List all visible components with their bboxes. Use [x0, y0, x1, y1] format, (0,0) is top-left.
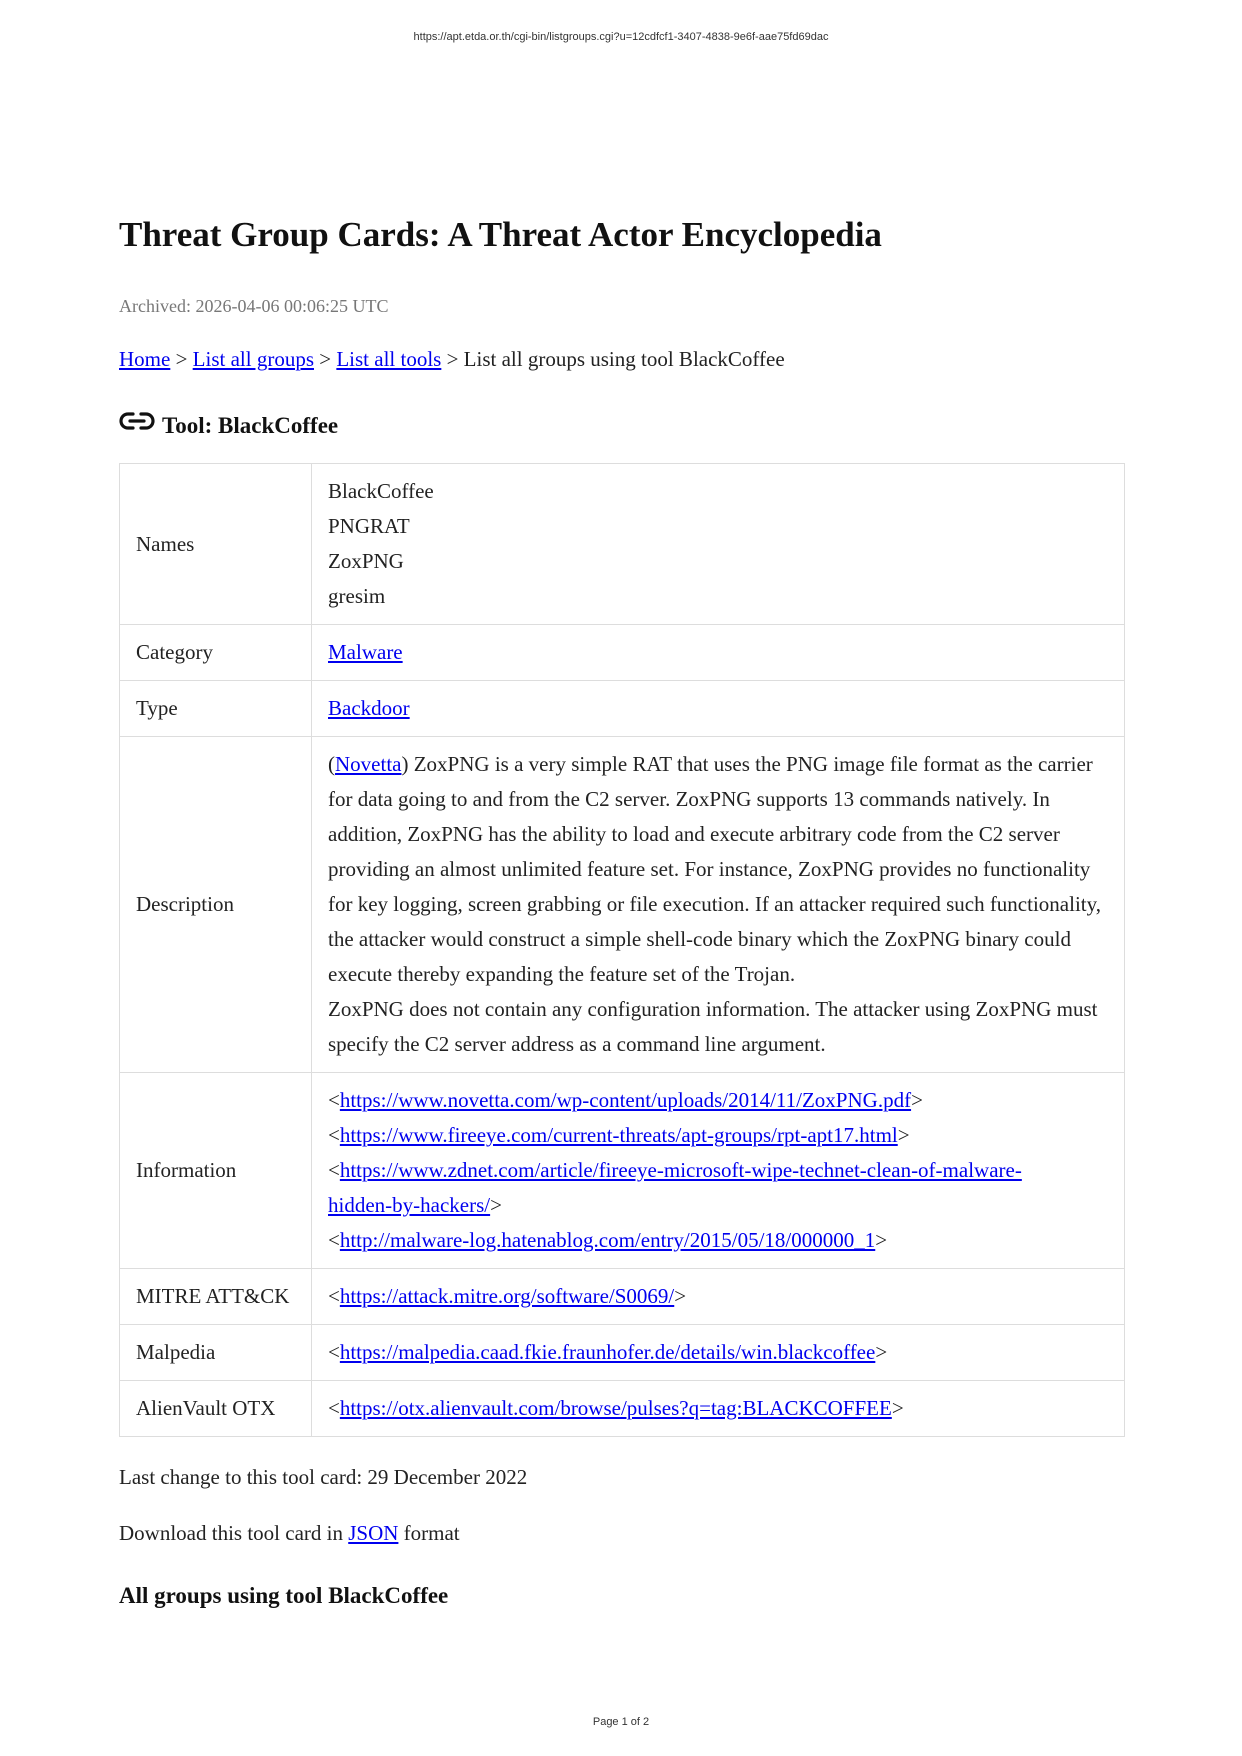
- information-label: Information: [120, 1073, 312, 1269]
- table-row: [120, 681, 1125, 737]
- name-item: BlackCoffee: [328, 479, 434, 503]
- otx-link[interactable]: https://otx.alienvault.com/browse/pulses?q=tag:BLACKCOFFEE: [339, 1396, 892, 1420]
- tool-heading-text: Tool: BlackCoffee: [162, 413, 339, 438]
- description-paragraph-2: ZoxPNG does not contain any configuration information. The attacker using ZoxPNG must specify the C2 server address as a command line argument.: [328, 997, 1098, 1056]
- page-title: Threat Group Cards: A Threat Actor Encyclopedia: [119, 215, 882, 254]
- type-label: Type: [120, 681, 312, 737]
- type-link[interactable]: Backdoor: [328, 696, 410, 720]
- table-row: [120, 1325, 1125, 1381]
- description-value: [312, 737, 1125, 1073]
- breadcrumb-home-link[interactable]: Home: [119, 347, 171, 371]
- table-row: [120, 464, 1125, 625]
- information-value: [312, 1073, 1125, 1269]
- groups-heading: All groups using tool BlackCoffee: [119, 1583, 449, 1608]
- tool-card-table: [119, 463, 1125, 1437]
- breadcrumb: [119, 345, 1125, 373]
- breadcrumb-separator: >: [314, 347, 337, 371]
- table-row: [120, 625, 1125, 681]
- tool-heading: [119, 411, 1125, 441]
- mitre-value: <https://attack.mitre.org/software/S0069/>: [312, 1269, 1125, 1325]
- download-suffix: format: [398, 1521, 460, 1545]
- breadcrumb-current: > List all groups using tool BlackCoffee: [441, 347, 785, 371]
- otx-label: AlienVault OTX: [120, 1381, 312, 1437]
- malpedia-link[interactable]: https://malpedia.caad.fkie.fraunhofer.de/details/win.blackcoffee: [339, 1340, 876, 1364]
- download-line: [119, 1519, 1125, 1547]
- mitre-link[interactable]: https://attack.mitre.org/software/S0069/: [339, 1284, 675, 1308]
- table-row: [120, 1073, 1125, 1269]
- description-paragraph: [328, 747, 1108, 992]
- last-change-text: Last change to this tool card: 29 December 2022: [119, 1465, 528, 1489]
- names-label: Names: [120, 464, 312, 625]
- description-paren: (: [328, 752, 335, 776]
- link-icon[interactable]: [119, 408, 155, 434]
- description-text: ) ZoxPNG is a very simple RAT that uses the PNG image file format as the carrier for data going to and from the C2 server. ZoxPNG supports 13 commands natively. In addition, ZoxPNG has the ability to load and execute arbitrary code from the C2 server providing an almost unlimited feature set. For instance, ZoxPNG provides no functionality for key logging, screen grabbing or file execution. If an attacker required such functionality, the attacker would construct a simple shell-code binary which the ZoxPNG binary could execute thereby expanding the feature set of the Trojan.: [328, 752, 1102, 986]
- malpedia-label: Malpedia: [120, 1325, 312, 1381]
- information-item: <http://malware-log.hatenablog.com/entry/2015/05/18/000000_1>: [328, 1228, 888, 1252]
- archived-timestamp: Archived: 2026-04-06 00:06:25 UTC: [119, 296, 389, 316]
- breadcrumb-list-groups-link[interactable]: List all groups: [192, 347, 314, 371]
- name-item: ZoxPNG: [328, 549, 404, 573]
- download-prefix: Download this tool card in: [119, 1521, 349, 1545]
- name-item: PNGRAT: [328, 514, 410, 538]
- information-link[interactable]: https://www.zdnet.com/article/fireeye-microsoft-wipe-technet-clean-of-malware-hidden-by-hackers/: [328, 1158, 1022, 1217]
- main-content: [119, 213, 1125, 1611]
- table-row: [120, 1381, 1125, 1437]
- table-row: [120, 737, 1125, 1073]
- information-link[interactable]: http://malware-log.hatenablog.com/entry/2015/05/18/000000_1: [339, 1228, 876, 1252]
- breadcrumb-list-tools-link[interactable]: List all tools: [336, 347, 442, 371]
- json-download-link[interactable]: JSON: [348, 1521, 399, 1545]
- information-link[interactable]: https://www.novetta.com/wp-content/uploads/2014/11/ZoxPNG.pdf: [339, 1088, 912, 1112]
- print-header-url: https://apt.etda.or.th/cgi-bin/listgroups.cgi?u=12cdfcf1-3407-4838-9e6f-aae75fd69dac: [413, 31, 829, 43]
- names-value: [312, 464, 1125, 625]
- information-link[interactable]: https://www.fireeye.com/current-threats/apt-groups/rpt-apt17.html: [339, 1123, 898, 1147]
- page-number: Page 1 of 2: [592, 1716, 650, 1728]
- breadcrumb-separator: >: [170, 347, 193, 371]
- category-value: [312, 625, 1125, 681]
- otx-value: <https://otx.alienvault.com/browse/pulses?q=tag:BLACKCOFFEE>: [312, 1381, 1125, 1437]
- description-label: Description: [120, 737, 312, 1073]
- description-source-link[interactable]: Novetta: [335, 752, 402, 776]
- mitre-label: MITRE ATT&CK: [120, 1269, 312, 1325]
- category-label: Category: [120, 625, 312, 681]
- malpedia-value: <https://malpedia.caad.fkie.fraunhofer.de/details/win.blackcoffee>: [312, 1325, 1125, 1381]
- category-link[interactable]: Malware: [328, 640, 403, 664]
- table-row: [120, 1269, 1125, 1325]
- information-item: <https://www.zdnet.com/article/fireeye-microsoft-wipe-technet-clean-of-malware-hidden-by-hackers/>: [328, 1158, 1022, 1217]
- information-item: <https://www.novetta.com/wp-content/uploads/2014/11/ZoxPNG.pdf>: [328, 1088, 923, 1112]
- information-item: <https://www.fireeye.com/current-threats/apt-groups/rpt-apt17.html>: [328, 1123, 910, 1147]
- name-item: gresim: [328, 584, 386, 608]
- type-value: [312, 681, 1125, 737]
